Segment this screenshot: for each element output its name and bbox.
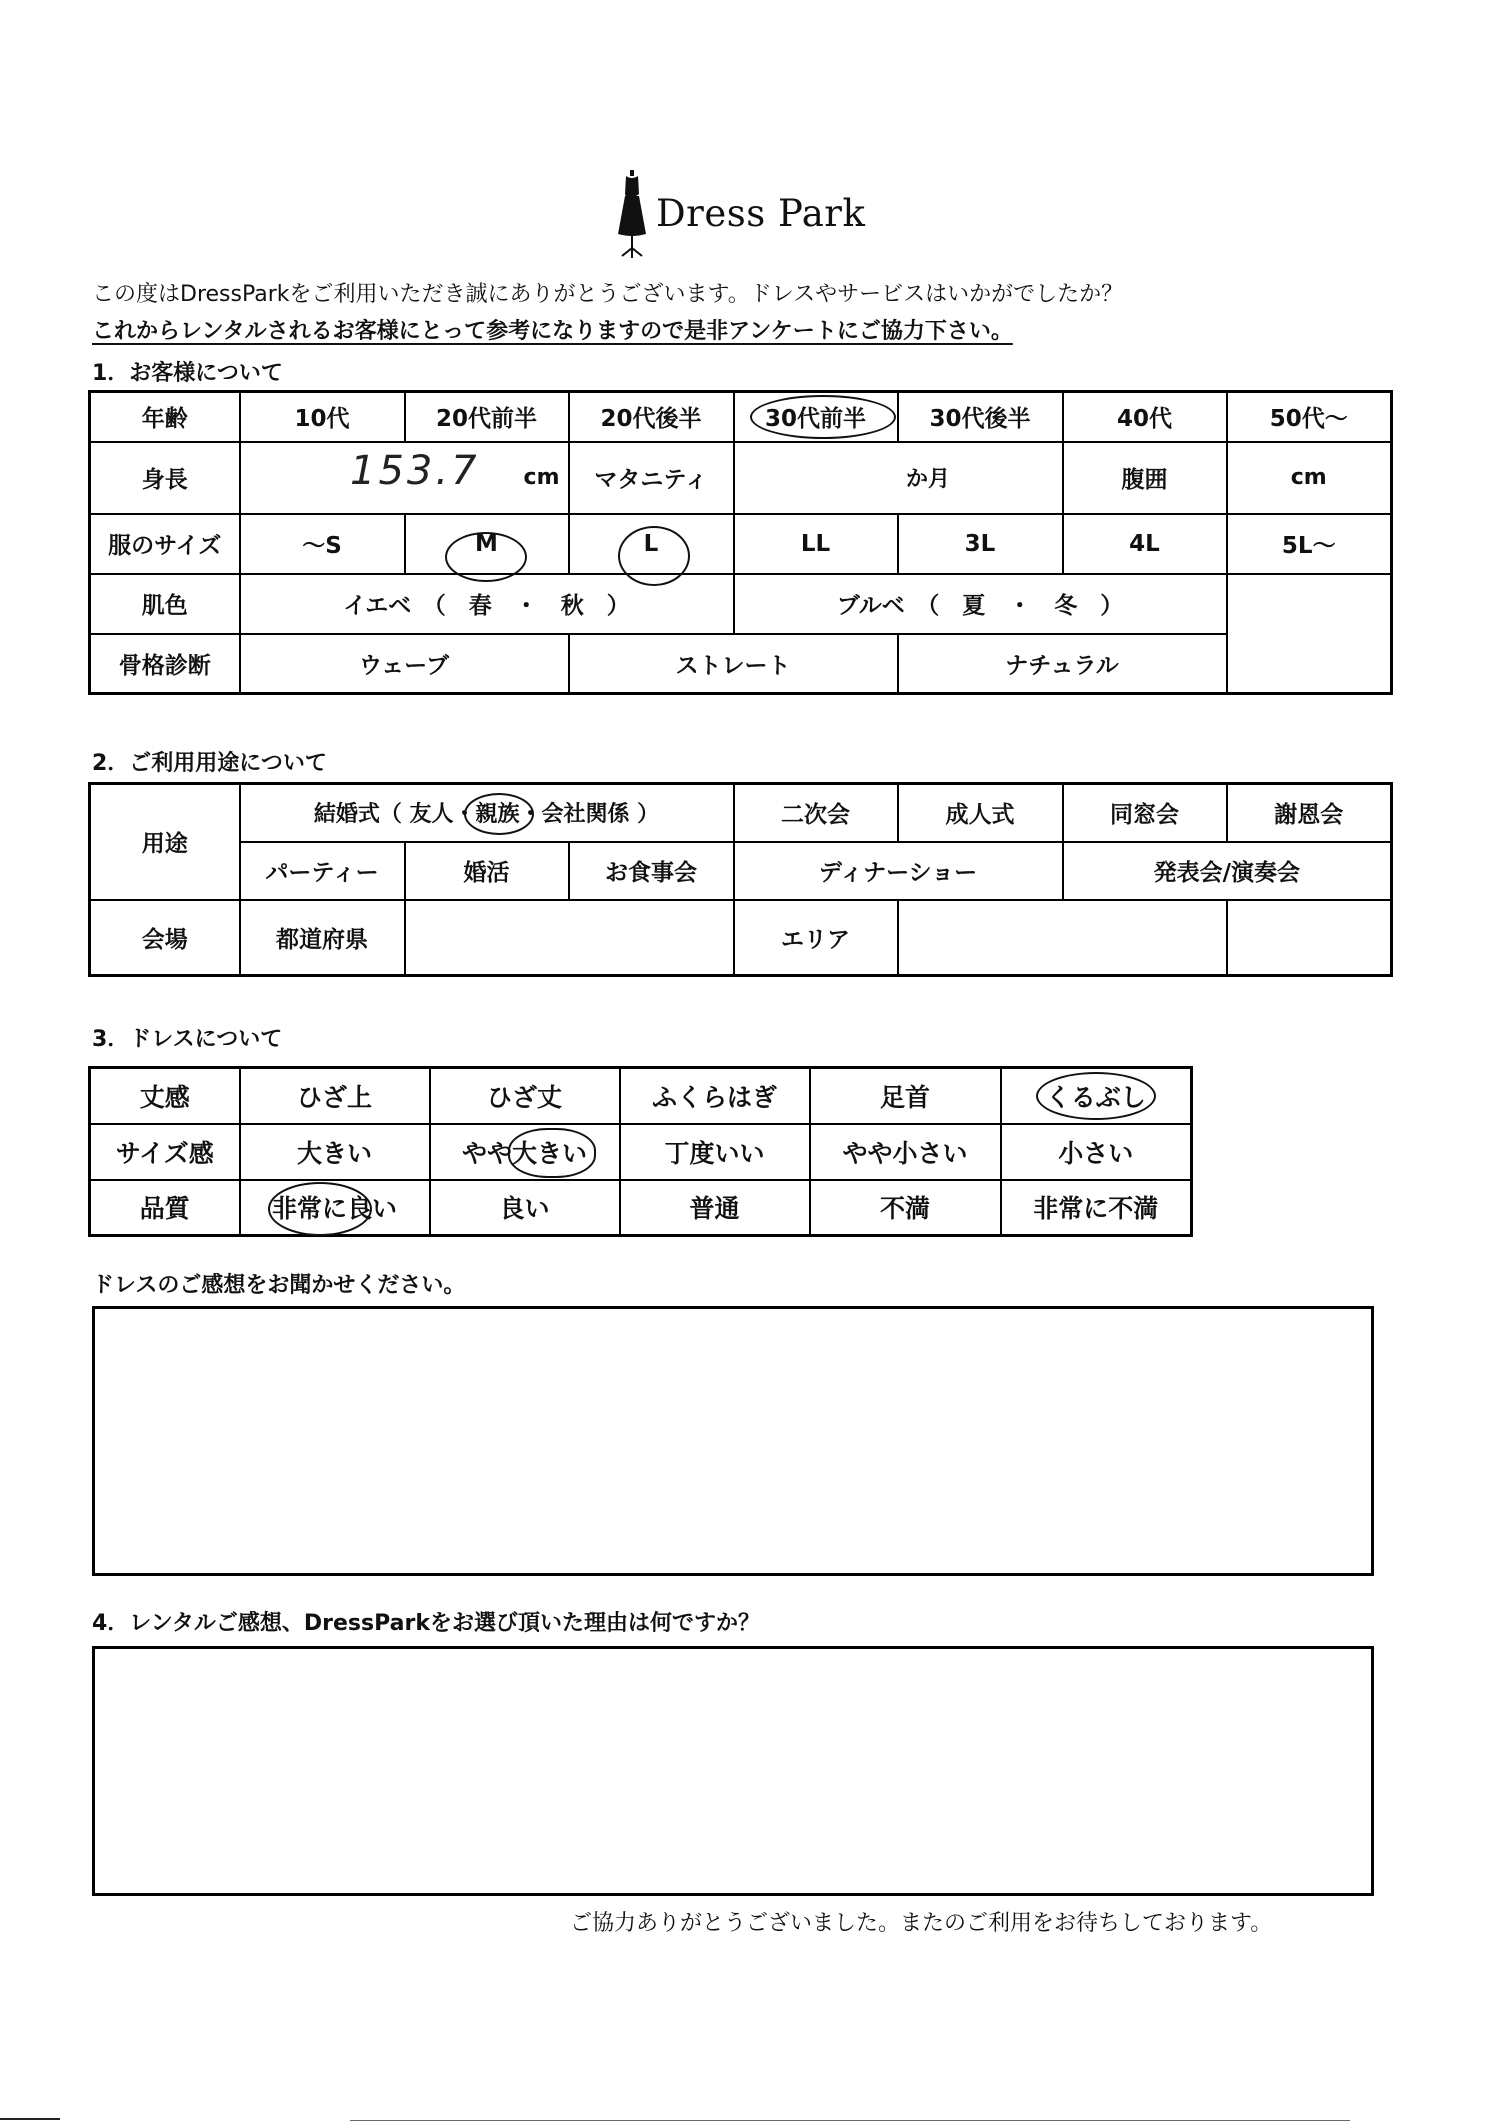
selection-circle [1036, 1072, 1156, 1120]
prefecture-field[interactable] [405, 900, 734, 976]
purpose-label: 用途 [90, 784, 240, 900]
dress-comment-box[interactable] [92, 1306, 1374, 1576]
length-option[interactable]: ふくらはぎ [620, 1068, 810, 1124]
length-option[interactable]: ひざ上 [240, 1068, 430, 1124]
area-field[interactable] [898, 900, 1227, 976]
selection-circle [445, 532, 527, 582]
size-option-selected[interactable]: M [405, 514, 569, 574]
dress-table [88, 1066, 1193, 1237]
height-handwritten-value: 153.7 [350, 448, 480, 494]
purpose-table [88, 782, 1393, 977]
age-label: 年齢 [90, 392, 240, 442]
length-option[interactable]: 足首 [810, 1068, 1001, 1124]
quality-option[interactable]: 普通 [620, 1180, 810, 1236]
purpose-option[interactable]: 同窓会 [1063, 784, 1227, 842]
brand-name: Dress Park [656, 192, 866, 235]
age-option[interactable]: 20代後半 [569, 392, 734, 442]
purpose-option[interactable]: 二次会 [734, 784, 898, 842]
age-option[interactable]: 40代 [1063, 392, 1227, 442]
purpose-option[interactable]: パーティー [240, 842, 405, 900]
frame-label: 骨格診断 [90, 634, 240, 694]
size-option-selected[interactable]: L [569, 514, 734, 574]
brand-logo [612, 168, 912, 260]
section-2-title: 2．ご利用用途について [92, 751, 327, 776]
skin-blue-option[interactable]: ブルベ （ 夏 ・ 冬 ） [734, 574, 1227, 634]
selection-circle [750, 395, 896, 439]
purpose-option[interactable]: お食事会 [569, 842, 734, 900]
selection-circle [464, 793, 534, 835]
length-option[interactable]: ひざ丈 [430, 1068, 620, 1124]
frame-option[interactable]: ストレート [569, 634, 898, 694]
fit-option[interactable]: やや小さい [810, 1124, 1001, 1180]
fit-option[interactable]: 小さい [1001, 1124, 1192, 1180]
prefecture-label: 都道府県 [240, 900, 405, 976]
purpose-option[interactable]: 謝恩会 [1227, 784, 1392, 842]
age-option-selected[interactable]: 30代前半 [734, 392, 898, 442]
quality-option[interactable]: 不満 [810, 1180, 1001, 1236]
size-option[interactable]: 3L [898, 514, 1063, 574]
quality-option-selected[interactable]: 非常に良い [240, 1180, 430, 1236]
maternity-label: マタニティ [569, 442, 734, 514]
maternity-unit: か月 [905, 467, 950, 492]
section-4-title: 4．レンタルご感想、DressParkをお選び頂いた理由は何ですか？ [92, 1611, 760, 1636]
age-option[interactable]: 30代後半 [898, 392, 1063, 442]
dress-comment-prompt: ドレスのご感想をお聞かせください。 [92, 1273, 466, 1298]
purpose-option[interactable]: 発表会/演奏会 [1063, 842, 1392, 900]
size-option[interactable]: LL [734, 514, 898, 574]
area-label: エリア [734, 900, 898, 976]
height-unit: cm [523, 465, 560, 490]
scan-mark [350, 2120, 1350, 2121]
empty-cell [1227, 900, 1392, 976]
section-1-title: 1．お客様について [92, 361, 283, 386]
age-option[interactable]: 50代～ [1227, 392, 1392, 442]
age-option[interactable]: 10代 [240, 392, 405, 442]
quality-label: 品質 [90, 1180, 240, 1236]
intro-line-2: これからレンタルされるお客様にとって参考になりますので是非アンケートにご協力下さい。 [92, 319, 1013, 344]
size-label: 服のサイズ [90, 514, 240, 574]
maternity-field[interactable] [734, 442, 1063, 514]
fit-option[interactable]: 丁度いい [620, 1124, 810, 1180]
size-option[interactable]: ～S [240, 514, 405, 574]
customer-table [88, 390, 1393, 695]
size-option[interactable]: 5L～ [1227, 514, 1392, 574]
quality-option[interactable]: 非常に不満 [1001, 1180, 1192, 1236]
scan-mark [0, 2118, 60, 2120]
height-label: 身長 [90, 442, 240, 514]
fit-option-selected[interactable]: やや大きい [430, 1124, 620, 1180]
size-option[interactable]: 4L [1063, 514, 1227, 574]
skin-label: 肌色 [90, 574, 240, 634]
fit-option[interactable]: 大きい [240, 1124, 430, 1180]
closing-message: ご協力ありがとうございました。またのご利用をお待ちしております。 [570, 1911, 1273, 1936]
intro-line-1: この度はDressParkをご利用いただき誠にありがとうございます。ドレスやサービスはいかがでしたか？ [92, 282, 1124, 307]
skin-yellow-option[interactable]: イエベ （ 春 ・ 秋 ） [240, 574, 734, 634]
purpose-option[interactable]: ディナーショー [734, 842, 1063, 900]
dress-icon [612, 168, 652, 260]
purpose-wedding-option[interactable]: 結婚式（ 友人・親族・会社関係 ） [240, 784, 734, 842]
rental-comment-box[interactable] [92, 1646, 1374, 1896]
purpose-option[interactable]: 成人式 [898, 784, 1063, 842]
venue-label: 会場 [90, 900, 240, 976]
selection-circle [618, 526, 690, 586]
quality-option[interactable]: 良い [430, 1180, 620, 1236]
fit-label: サイズ感 [90, 1124, 240, 1180]
age-option[interactable]: 20代前半 [405, 392, 569, 442]
selection-circle [508, 1128, 596, 1178]
length-label: 丈感 [90, 1068, 240, 1124]
waist-label: 腹囲 [1063, 442, 1227, 514]
selection-circle [268, 1182, 372, 1236]
length-option-selected[interactable]: くるぶし [1001, 1068, 1192, 1124]
waist-unit: cm [1290, 465, 1327, 490]
empty-cell [1227, 574, 1392, 634]
empty-cell [1227, 634, 1392, 694]
waist-field[interactable] [1227, 442, 1392, 514]
frame-option[interactable]: ナチュラル [898, 634, 1227, 694]
purpose-option[interactable]: 婚活 [405, 842, 569, 900]
frame-option[interactable]: ウェーブ [240, 634, 569, 694]
section-3-title: 3．ドレスについて [92, 1027, 283, 1052]
